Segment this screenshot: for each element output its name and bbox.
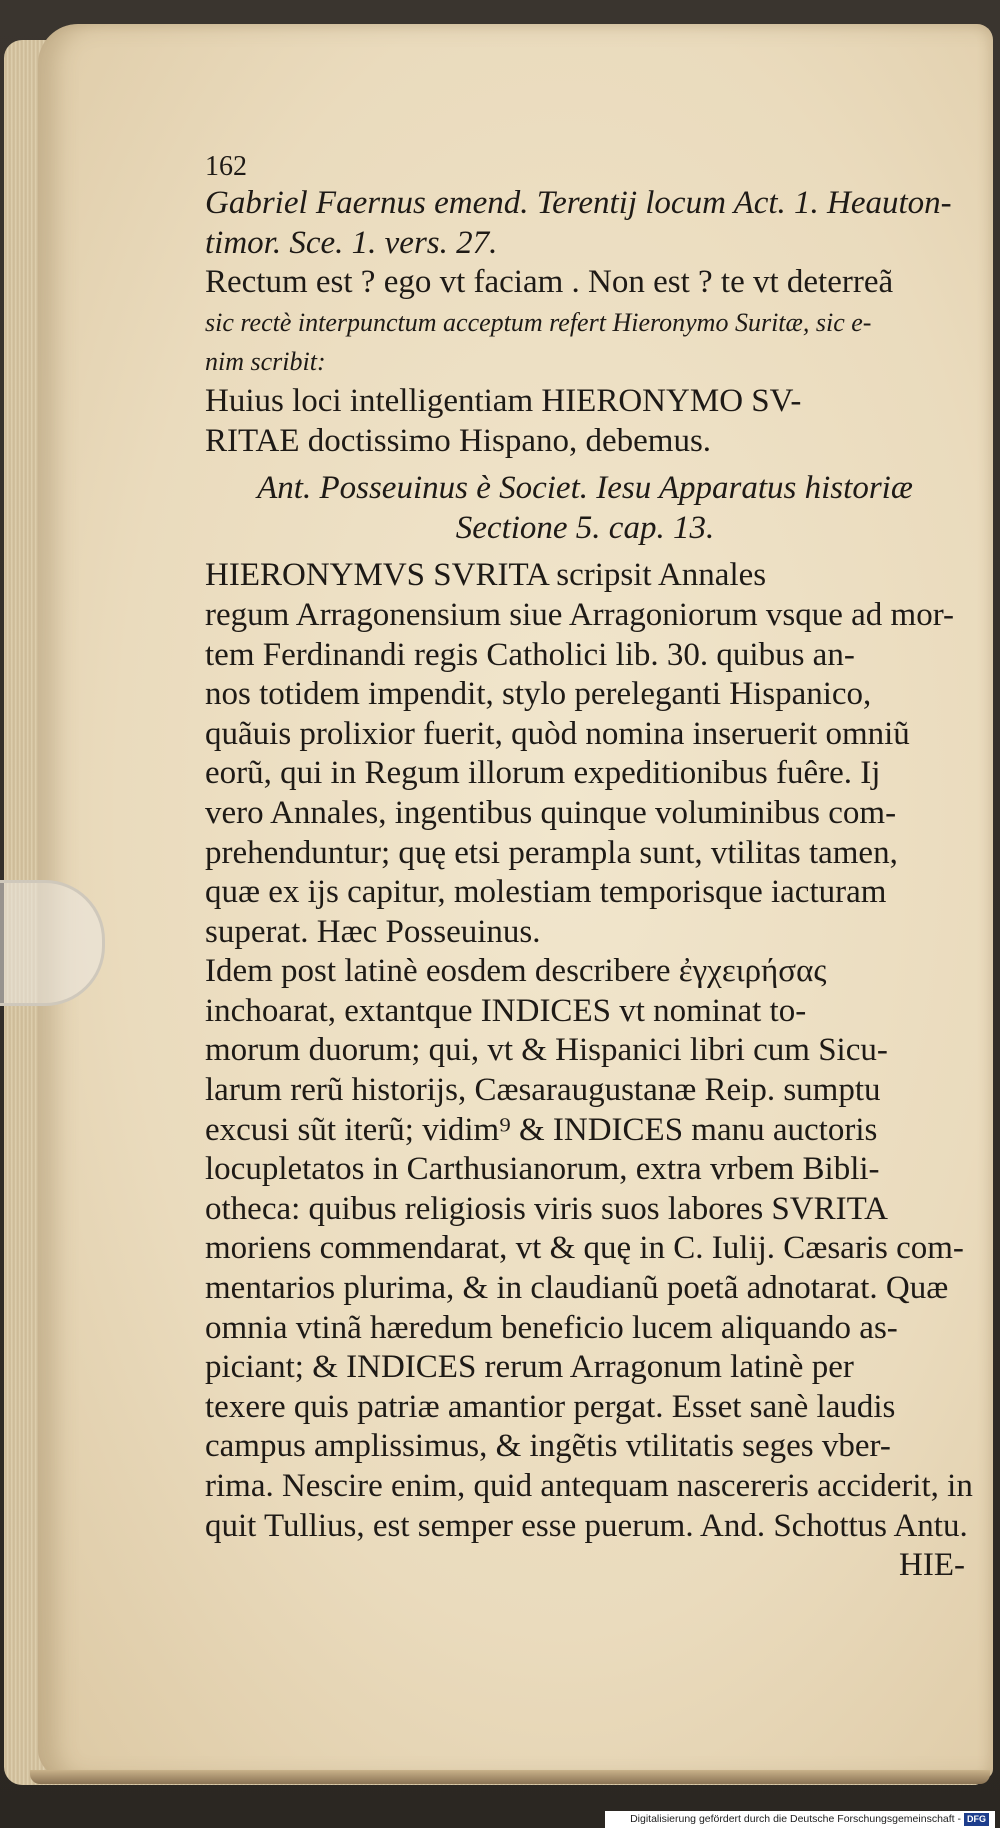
text-line: moriens commendarat, vt & quę in C. Iulij. Cæsaris com- [205, 1230, 964, 1267]
page-text [205, 150, 973, 1586]
text-line: prehenduntur; quę etsi perampla sunt, vtilitas tamen, [205, 834, 898, 871]
text-line: excusi sũt iterũ; vidim⁹ & INDICES manu auctoris [205, 1111, 878, 1148]
text-line: nos totidem impendit, stylo pereleganti Hispanico, [205, 676, 872, 713]
text-line: locupletatos in Carthusianorum, extra vrbem Bibli- [205, 1151, 880, 1188]
text-line: quit Tullius, est semper esse puerum. And. Schottus Antu. [205, 1507, 968, 1544]
text-line: nim scribit: [205, 347, 326, 377]
text-line: inchoarat, extantque INDICES vt nominat to- [205, 992, 807, 1029]
text-line: timor. Sce. 1. vers. 27. [205, 224, 498, 261]
text-line: vero Annales, ingentibus quinque voluminibus com- [205, 794, 897, 831]
text-line: campus amplissimus, & ingẽtis vtilitatis seges vber- [205, 1428, 891, 1465]
text-line: larum rerũ historijs, Cæsaraugustanæ Reip. sumptu [205, 1072, 881, 1109]
digitization-credit [605, 1811, 995, 1828]
line-gap [205, 461, 965, 469]
text-line: mentarios plurima, & in claudianũ poetã adnotarat. Quæ [205, 1270, 949, 1307]
text-line: quæ ex ijs capitur, molestiam temporisque iacturam [205, 874, 887, 911]
text-line: tem Ferdinandi regis Catholici lib. 30. quibus an- [205, 636, 855, 673]
credit-text: Digitalisierung gefördert durch die Deutsche Forschungsgemeinschaft - [630, 1813, 961, 1825]
text-line: piciant; & INDICES rerum Arragonum latinè per [205, 1349, 854, 1386]
line-gap [205, 548, 965, 556]
text-line: eorũ, qui in Regum illorum expeditionibus fuêre. Ij [205, 755, 881, 792]
book-bottom-edge [30, 1770, 990, 1784]
page-number: 162 [205, 151, 247, 182]
text-line: superat. Hæc Posseuinus. [205, 913, 541, 950]
text-line: quãuis prolixior fuerit, quòd nomina inseruerit omniũ [205, 715, 910, 752]
text-line: rima. Nescire enim, quid antequam nascereris acciderit, in [205, 1468, 973, 1504]
text-line: Rectum est ? ego vt faciam . Non est ? te vt deterreã [205, 264, 894, 301]
text-line: otheca: quibus religiosis viris suos labores SVRITA [205, 1190, 888, 1227]
text-line: Ant. Posseuinus è Societ. Iesu Apparatus historiæ [257, 470, 913, 507]
dfg-logo: DFG [964, 1813, 989, 1826]
text-line: HIERONYMVS SVRITA scripsit Annales [205, 557, 767, 594]
text-line: Idem post latinè eosdem describere ἐγχειρήσας [205, 953, 827, 990]
text-line: Gabriel Faernus emend. Terentij locum Act. 1. Heauton- [205, 185, 952, 221]
text-line: sic rectè interpunctum acceptum refert Hieronymo Suritæ, sic e- [205, 307, 872, 337]
text-line: RITAE doctissimo Hispano, debemus. [205, 422, 712, 459]
page-lines [205, 184, 973, 1586]
text-line: Sectione 5. cap. 13. [455, 509, 715, 546]
text-line: regum Arragonensium siue Arragoniorum vsque ad mor- [205, 596, 955, 633]
text-line: omnia vtinã hæredum beneficio lucem aliquando as- [205, 1309, 898, 1346]
text-line: HIE- [899, 1547, 965, 1584]
text-line: Huius loci intelligentiam HIERONYMO SV- [205, 382, 802, 419]
text-line: texere quis patriæ amantior pergat. Esset sanè laudis [205, 1388, 896, 1425]
text-line: morum duorum; qui, vt & Hispanici libri cum Sicu- [205, 1032, 888, 1069]
